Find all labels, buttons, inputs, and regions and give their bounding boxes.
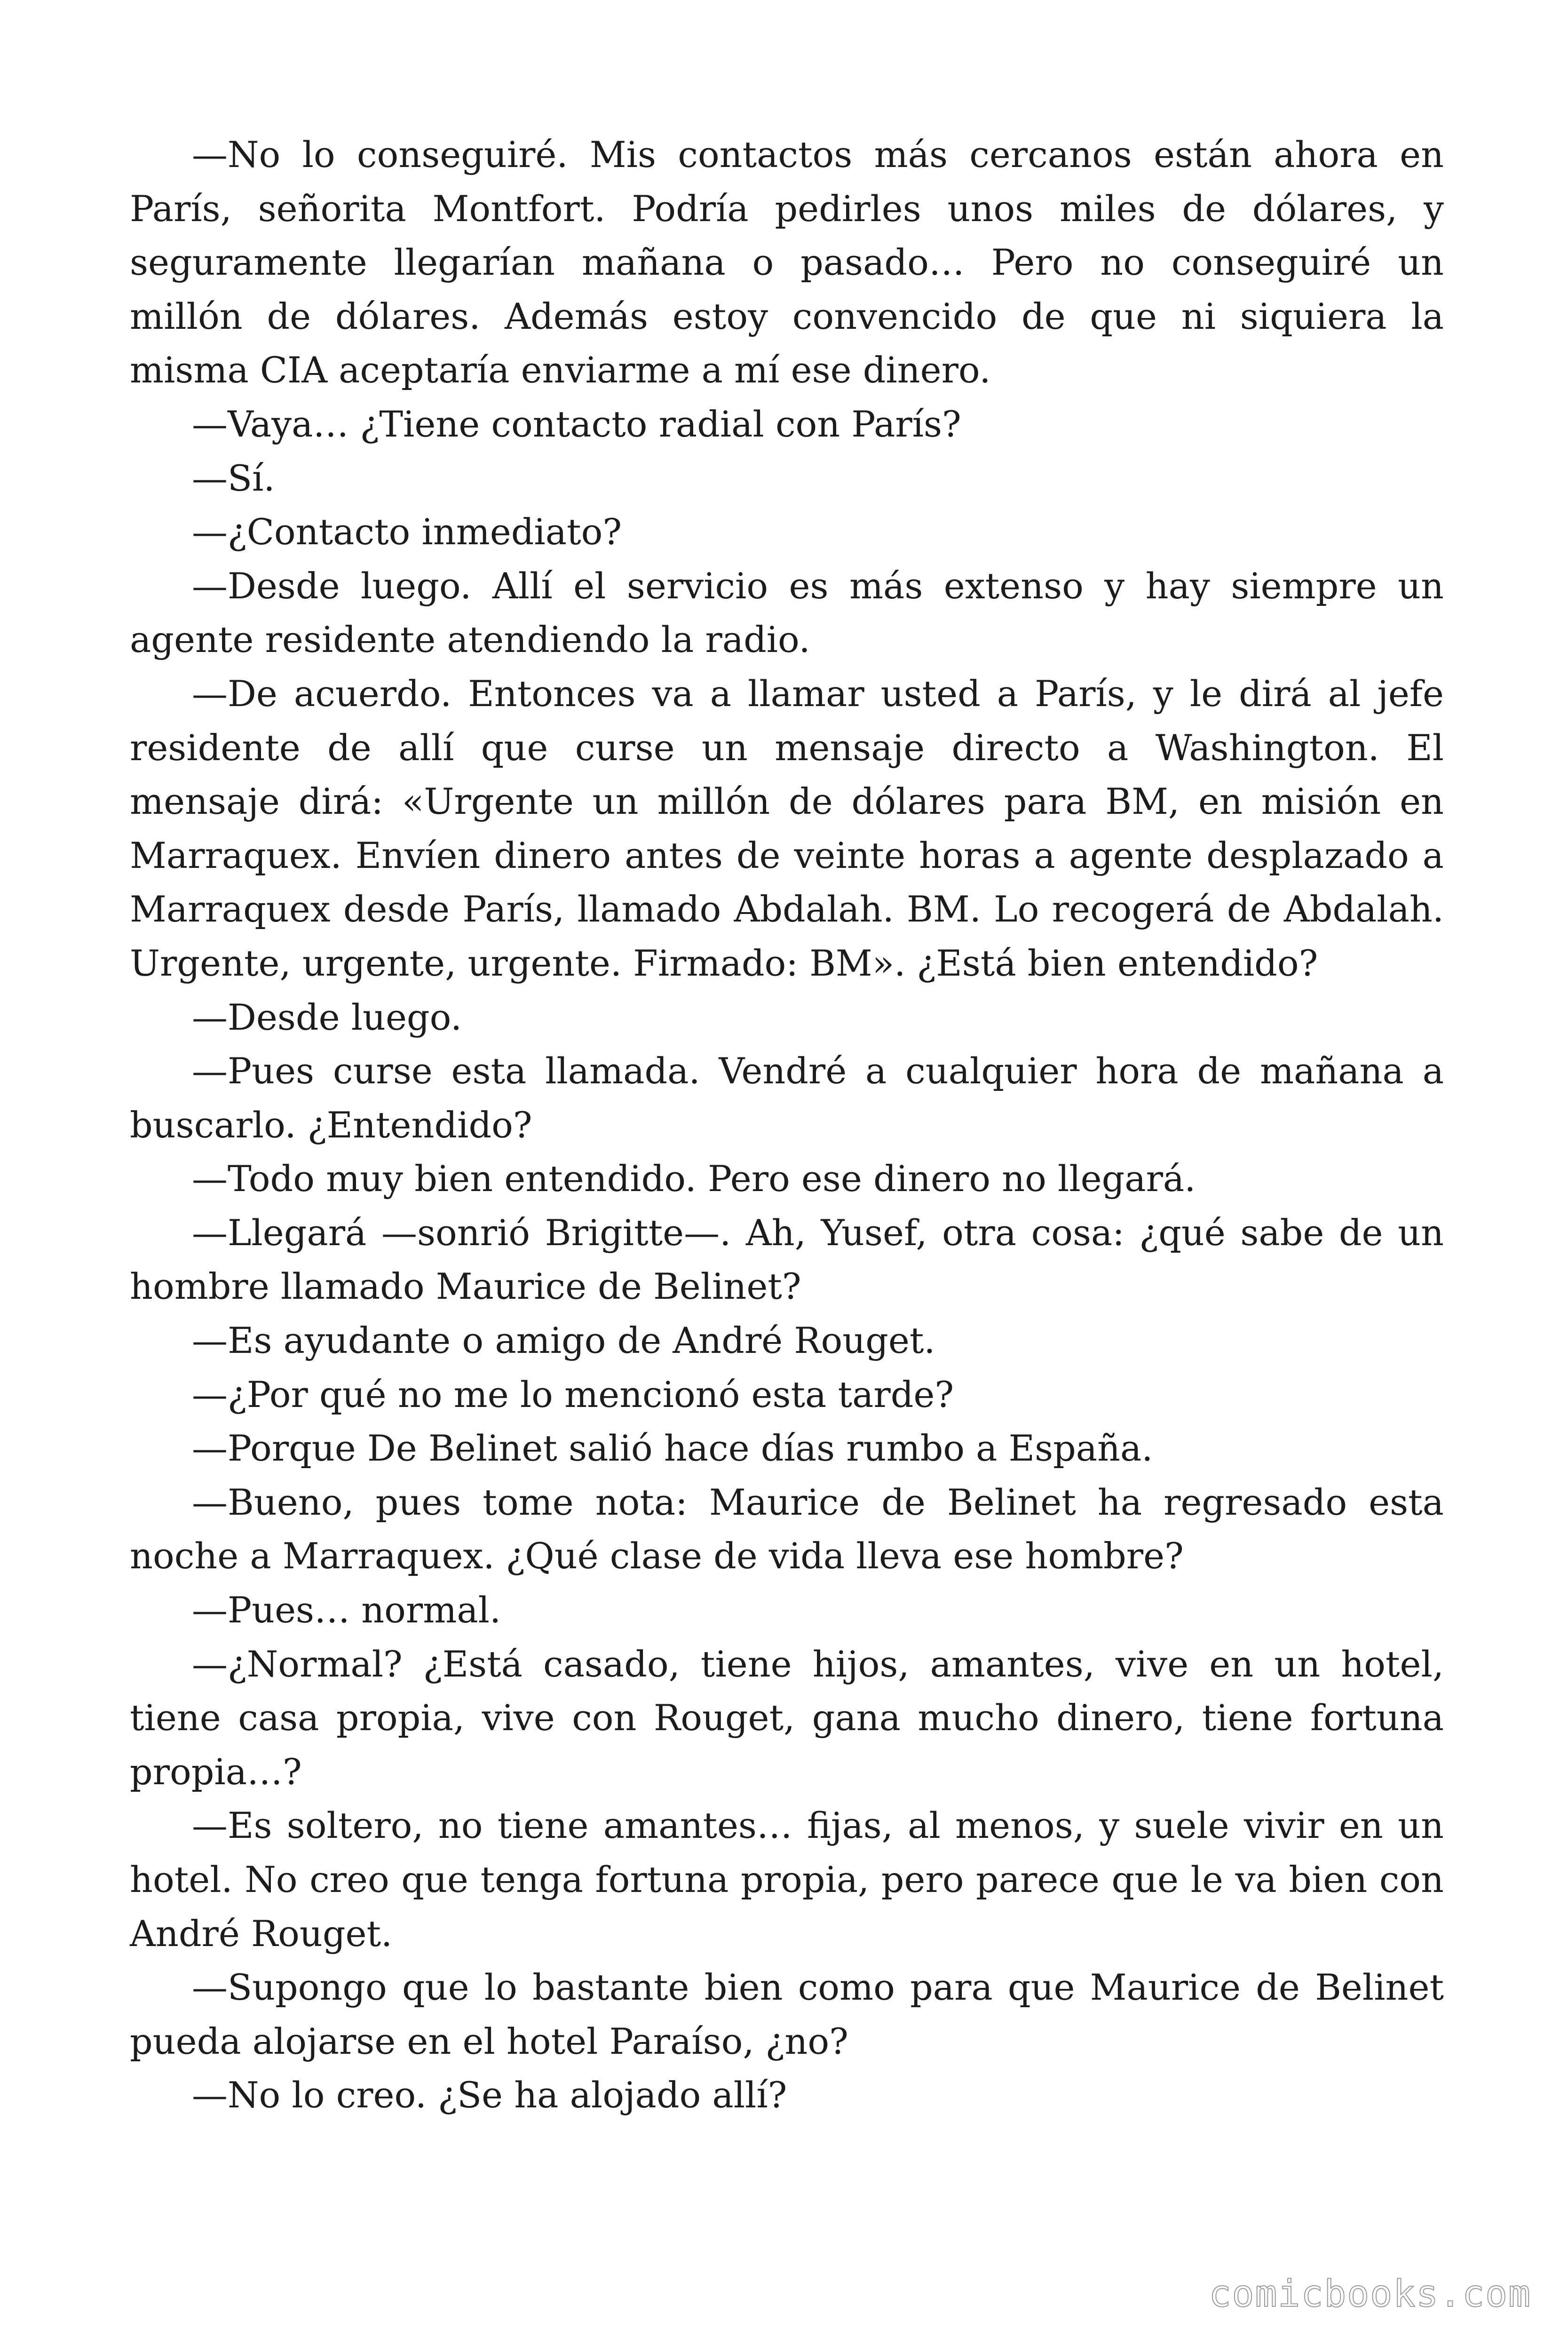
page-text [130,128,1444,2122]
paragraph: —Vaya… ¿Tiene contacto radial con París? [192,403,961,445]
watermark: comicbooks.com [1209,2273,1531,2315]
paragraph: —Bueno, pues tome nota: Maurice de Belinet ha regresado esta noche a Marraquex. ¿Qué clase de vida lleva ese hombre? [130,1481,1444,1577]
paragraph: —Todo muy bien entendido. Pero ese dinero no llegará. [192,1158,1196,1200]
paragraph: —¿Contacto inmediato? [192,511,622,553]
paragraph: —No lo creo. ¿Se ha alojado allí? [192,2074,787,2116]
paragraph: —No lo conseguiré. Mis contactos más cercanos están ahora en París, señorita Montfort. Podría pedirles unos miles de dólares, y seguramente llegarían mañana o pasado… Pero no conseguiré un millón de dólares. Además estoy convencido de que ni siquiera la misma CIA aceptaría enviarme a mí ese dinero. [130,134,1444,391]
paragraph: —Pues curse esta llamada. Vendré a cualquier hora de mañana a buscarlo. ¿Entendido? [130,1050,1444,1146]
paragraph: —De acuerdo. Entonces va a llamar usted a París, y le dirá al jefe residente de allí que curse un mensaje directo a Washington. El mensaje dirá: «Urgente un millón de dólares para BM, en misión en Marraquex. Envíen dinero antes de veinte horas a agente desplazado a Marraquex desde París, llamado Abdalah. BM. Lo recogerá de Abdalah. Urgente, urgente, urgente. Firmado: BM». ¿Está bien entendido? [130,672,1444,984]
paragraph: —Desde luego. Allí el servicio es más extenso y hay siempre un agente residente atendiendo la radio. [130,564,1444,661]
paragraph: —Sí. [192,457,275,499]
paragraph: —Porque De Belinet salió hace días rumbo a España. [192,1427,1153,1470]
paragraph: —Pues… normal. [192,1589,501,1631]
paragraph: —Desde luego. [192,996,462,1038]
paragraph: —Es ayudante o amigo de André Rouget. [192,1319,935,1362]
paragraph: —¿Normal? ¿Está casado, tiene hijos, amantes, vive en un hotel, tiene casa propia, vive con Rouget, gana mucho dinero, tiene fortuna propia…? [130,1643,1444,1793]
paragraph: —Supongo que lo bastante bien como para que Maurice de Belinet pueda alojarse en el hotel Paraíso, ¿no? [130,1966,1444,2062]
paragraph: —Es soltero, no tiene amantes… fijas, al menos, y suele vivir en un hotel. No creo que tenga fortuna propia, pero parece que le va bien con André Rouget. [130,1804,1444,1955]
paragraph: —Llegará —sonrió Brigitte—. Ah, Yusef, otra cosa: ¿qué sabe de un hombre llamado Maurice de Belinet? [130,1211,1444,1308]
paragraph: —¿Por qué no me lo mencionó esta tarde? [192,1373,954,1415]
